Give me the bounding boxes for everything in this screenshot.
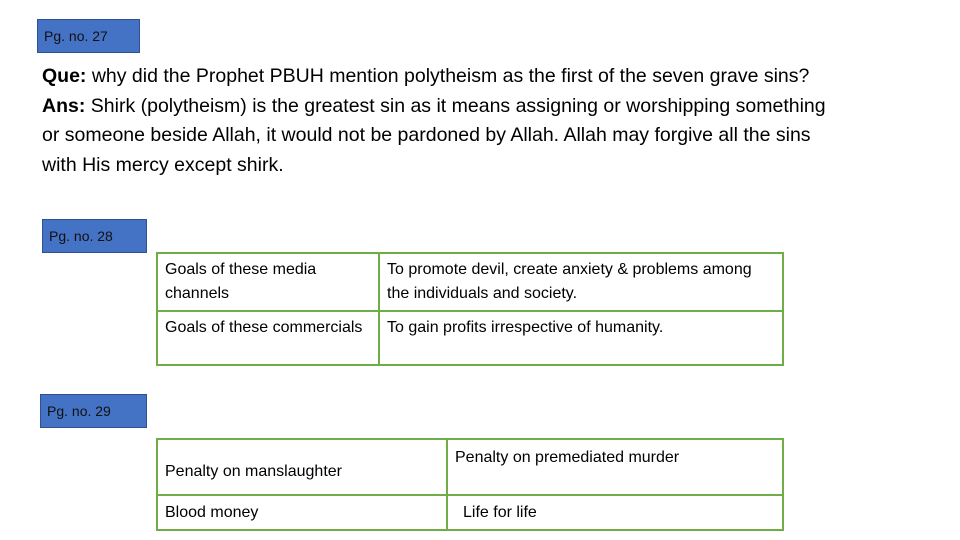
question-text: why did the Prophet PBUH mention polytheism as the first of the seven grave sins? bbox=[86, 65, 810, 87]
penalty-table bbox=[156, 438, 784, 531]
answer-text: Shirk (polytheism) is the greatest sin as it means assigning or worshipping something or someone beside Allah, it would not be pardoned by Allah. Allah may forgive all the sins with His mercy except shirk. bbox=[42, 94, 826, 176]
murder-header: Penalty on premediated murder bbox=[447, 439, 783, 495]
answer-label: Ans: bbox=[42, 94, 86, 117]
page-tag-29: Pg. no. 29 bbox=[40, 394, 147, 428]
table-row bbox=[157, 439, 783, 495]
question-label: Que: bbox=[42, 65, 87, 87]
page-tag-28: Pg. no. 28 bbox=[42, 219, 147, 253]
goals-commercials-label: Goals of these commercials bbox=[157, 311, 379, 365]
goals-commercials-value: To gain profits irrespective of humanity. bbox=[379, 311, 783, 365]
goals-media-label: Goals of these media channels bbox=[157, 253, 379, 311]
question-answer-block bbox=[42, 62, 842, 180]
page-tag-27: Pg. no. 27 bbox=[37, 19, 140, 53]
goals-table bbox=[156, 252, 784, 366]
table-row bbox=[157, 253, 783, 311]
murder-value: Life for life bbox=[447, 495, 783, 530]
table-row bbox=[157, 495, 783, 530]
manslaughter-header: Penalty on manslaughter bbox=[157, 439, 447, 495]
goals-media-value: To promote devil, create anxiety & problems among the individuals and society. bbox=[379, 253, 783, 311]
manslaughter-value: Blood money bbox=[157, 495, 447, 530]
table-row bbox=[157, 311, 783, 365]
